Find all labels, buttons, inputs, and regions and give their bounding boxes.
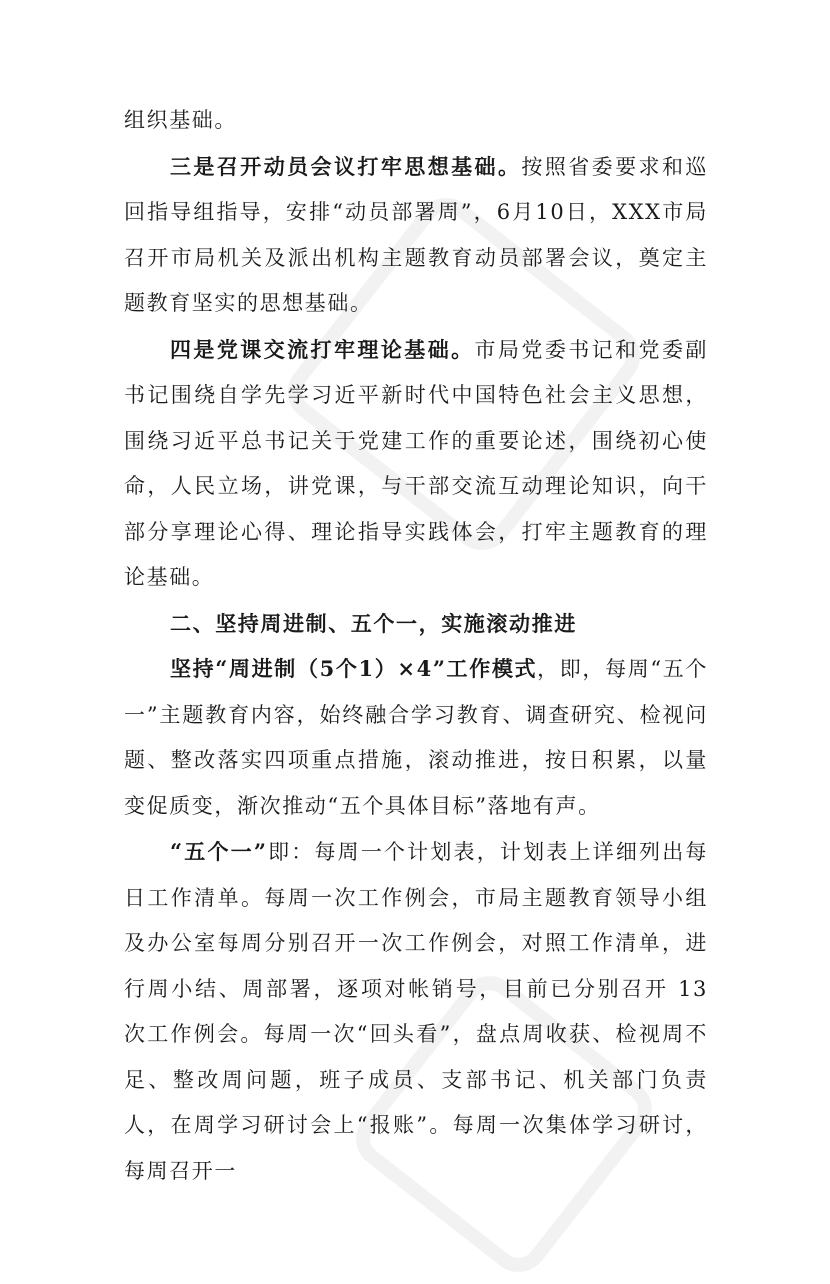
paragraph [124,144,708,327]
paragraph-text: 市局党委书记和党委副书记围绕自学先学习近平新时代中国特色社会主义思想，围绕习近平总书记关于党建工作的重要论述，围绕初心使命，人民立场，讲党课，与干部交流互动理论知识，向干部分享理论心得、理论指导实践体会，打牢主题教育的理论基础。 [124,337,708,589]
paragraph [124,829,708,1194]
paragraph-lead: 坚持“周进制（5个1）×4”工作模式 [170,656,538,681]
paragraph-lead: 三是召开动员会议打牢思想基础。 [170,153,522,179]
section-heading-text: 二、坚持周进制、五个一，实施滚动推进 [170,610,577,636]
paragraph [124,646,708,829]
paragraph [124,98,708,144]
section-heading [124,601,708,647]
paragraph-text: 按照省委要求和巡回指导组指导，安排“动员部署周”，6月10日，XXX市局召开市局机关及派出机构主题教育动员部署会议，奠定主题教育坚实的思想基础。 [124,154,708,315]
paragraph-text: 组织基础。 [124,108,237,132]
paragraph-lead: “五个一” [170,839,268,864]
paragraph-lead: 四是党课交流打牢理论基础。 [170,336,475,362]
paragraph-text: 即：每周一个计划表，计划表上详细列出每日工作清单。每周一次工作例会，市局主题教育领导小组及办公室每周分别召开一次工作例会，对照工作清单，进行周小结、周部署，逐项对帐销号，目前已分别召开 13 次工作例会。每周一次“回头看”，盘点周收获、检视周不足、整改周问题，班子成员、支部书记、机关部门负责人，在周学习研讨会上“报账”。每周一次集体学习研讨，每周召开一 [124,840,708,1183]
document-body [124,98,708,1194]
paragraph [124,327,708,601]
paragraph-text: ，即，每周“五个一”主题教育内容，始终融合学习教育、调查研究、检视问题、整改落实四项重点措施，滚动推进，按日积累，以量变促质变，渐次推动“五个具体目标”落地有声。 [124,657,708,818]
